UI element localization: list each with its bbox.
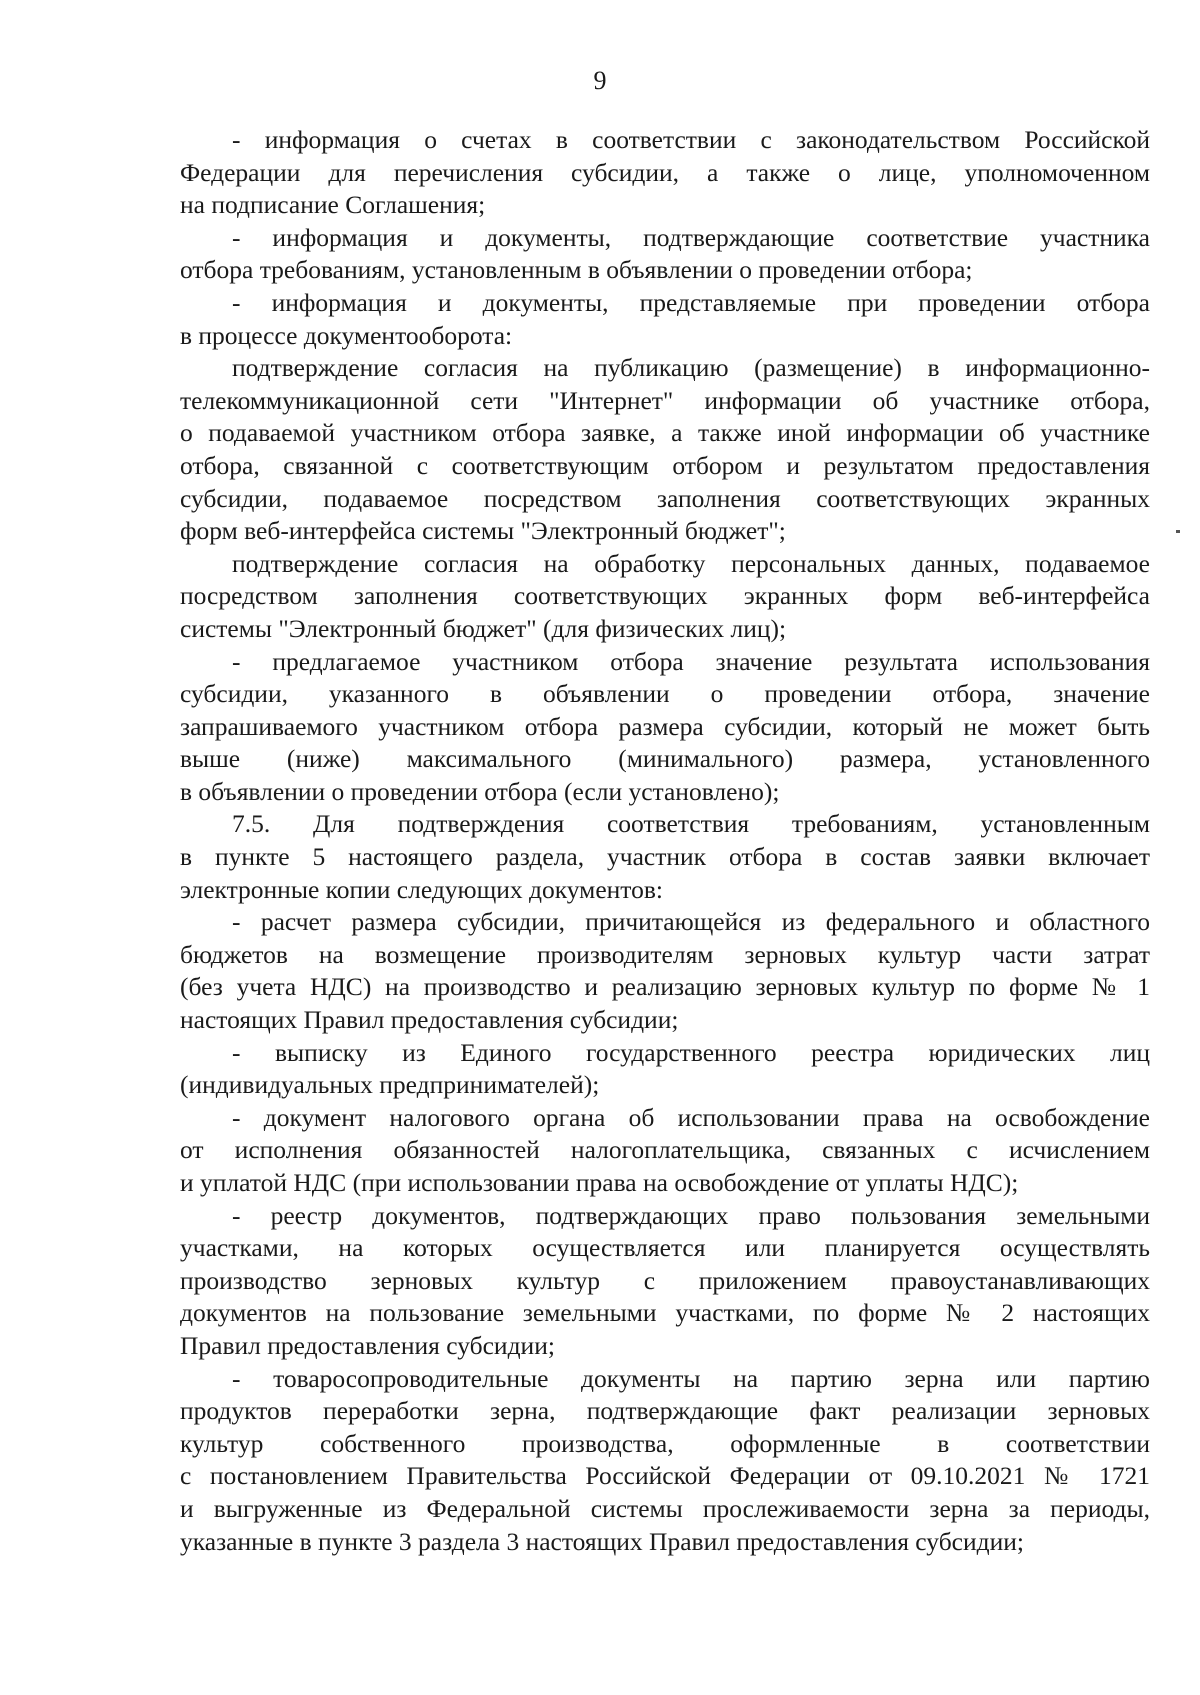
text-line: документов на пользование земельными участками, по форме № 2 настоящих — [180, 1298, 1150, 1328]
text-line: производство зерновых культур с приложением правоустанавливающих — [180, 1265, 1150, 1295]
text-line: - информация и документы, подтверждающие соответствие участника — [232, 222, 1150, 252]
text-line: - информация о счетах в соответствии с законодательством Российской — [232, 125, 1150, 154]
text-line: бюджетов на возмещение производителям зерновых культур части затрат — [180, 939, 1150, 969]
text-line: отбора, связанной с соответствующим отбором и результатом предоставления — [180, 450, 1150, 480]
text-line: системы "Электронный бюджет" (для физических лиц); — [180, 613, 787, 643]
paragraph — [180, 222, 1150, 287]
text-line: подтверждение согласия на обработку персональных данных, подаваемое — [232, 548, 1150, 578]
text-line: от исполнения обязанностей налогоплательщика, связанных с исчислением — [180, 1135, 1150, 1165]
text-line: - расчет размера субсидии, причитающейся из федерального и областного — [232, 907, 1150, 937]
paragraph — [180, 1102, 1150, 1200]
text-line: Правил предоставления субсидии; — [180, 1330, 555, 1360]
text-line: на подписание Соглашения; — [180, 190, 486, 220]
text-line: отбора требованиям, установленным в объявлении о проведении отбора; — [180, 255, 973, 285]
paragraph — [180, 646, 1150, 809]
text-line: субсидии, подаваемое посредством заполнения соответствующих экранных — [180, 483, 1150, 513]
paragraph — [180, 1363, 1150, 1559]
text-line: посредством заполнения соответствующих экранных форм веб-интерфейса — [180, 581, 1150, 611]
paragraph — [180, 287, 1150, 352]
text-line: электронные копии следующих документов: — [180, 874, 663, 904]
text-line: продуктов переработки зерна, подтверждающие факт реализации зерновых — [180, 1396, 1150, 1426]
text-line: и выгруженные из Федеральной системы прослеживаемости зерна за периоды, — [180, 1493, 1150, 1523]
paragraph — [180, 1200, 1150, 1363]
paragraph — [180, 906, 1150, 1036]
text-line: субсидии, указанного в объявлении о проведении отбора, значение — [180, 679, 1150, 709]
text-line: - выписку из Единого государственного реестра юридических лиц — [232, 1037, 1150, 1067]
page-number: 9 — [593, 66, 607, 95]
text-line: культур собственного производства, оформленные в соответствии — [180, 1428, 1150, 1458]
text-line: о подаваемой участником отбора заявке, а также иной информации об участнике — [180, 418, 1150, 448]
text-line: телекоммуникационной сети "Интернет" информации об участнике отбора, — [180, 385, 1150, 415]
text-line: 7.5. Для подтверждения соответствия требованиям, установленным — [232, 809, 1150, 839]
text-line: (без учета НДС) на производство и реализацию зерновых культур по форме № 1 — [180, 972, 1150, 1002]
text-line: - информация и документы, представляемые при проведении отбора — [232, 287, 1150, 317]
text-line: - предлагаемое участником отбора значение результата использования — [232, 646, 1150, 676]
paragraph — [180, 1037, 1150, 1102]
text-line: запрашиваемого участником отбора размера субсидии, который не может быть — [180, 711, 1150, 741]
paragraph — [180, 352, 1150, 548]
text-line: указанные в пункте 3 раздела 3 настоящих Правил предоставления субсидии; — [180, 1526, 1024, 1556]
text-line: и уплатой НДС (при использовании права на освобождение от уплаты НДС); — [180, 1168, 1019, 1197]
paragraph — [180, 124, 1150, 222]
text-line: - документ налогового органа об использовании права на освобождение — [232, 1102, 1150, 1132]
text-line: в пункте 5 настоящего раздела, участник отбора в состав заявки включает — [180, 842, 1150, 872]
text-line: подтверждение согласия на публикацию (размещение) в информационно- — [232, 353, 1150, 383]
text-line: форм веб-интерфейса системы "Электронный бюджет"; — [180, 516, 786, 546]
paragraph — [180, 808, 1150, 906]
text-line: - товаросопроводительные документы на партию зерна или партию — [232, 1363, 1150, 1393]
text-line: выше (ниже) максимального (минимального) размера, установленного — [180, 744, 1150, 774]
text-line: в процессе документооборота: — [180, 320, 513, 350]
text-line: Федерации для перечисления субсидии, а также о лице, уполномоченном — [180, 157, 1150, 187]
text-line: - реестр документов, подтверждающих право пользования земельными — [232, 1200, 1150, 1230]
text-line: (индивидуальных предпринимателей); — [180, 1070, 600, 1100]
text-line: в объявлении о проведении отбора (если установлено); — [180, 776, 780, 806]
paragraph — [180, 548, 1150, 646]
text-line: с постановлением Правительства Российской Федерации от 09.10.2021 № 1721 — [180, 1461, 1150, 1491]
text-line: настоящих Правил предоставления субсидии; — [180, 1005, 679, 1035]
document-body — [180, 124, 1150, 1558]
text-line: участками, на которых осуществляется или планируется осуществлять — [180, 1233, 1150, 1263]
scan-speck — [1176, 530, 1180, 533]
